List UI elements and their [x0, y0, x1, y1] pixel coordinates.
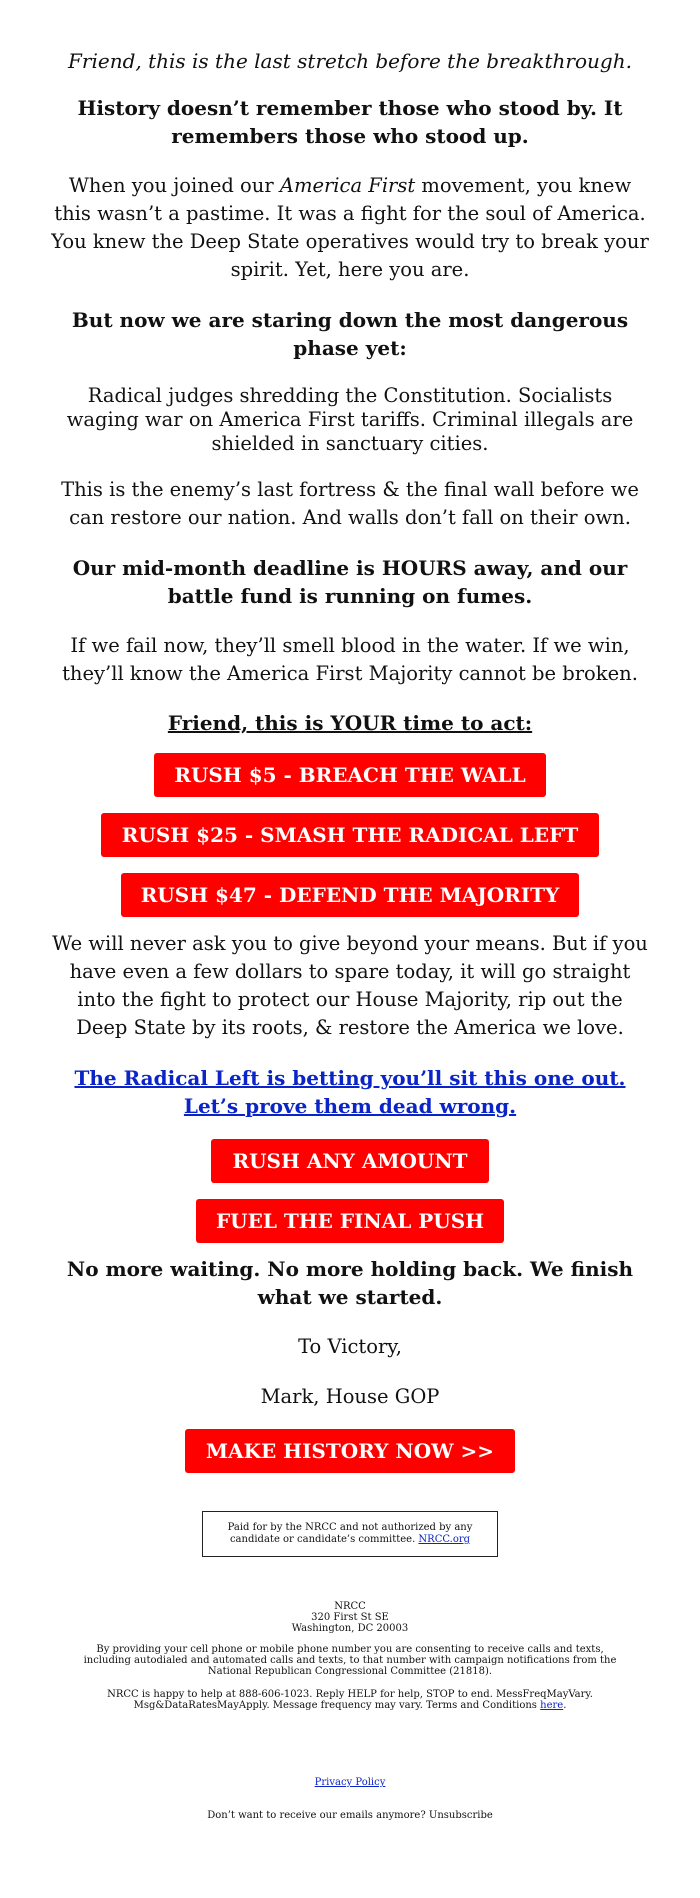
footer-help: NRCC is happy to help at 888-606-1023. Reply HELP for help, STOP to end. MessFreqMayVary. Msg&DataRatesMayApply. Message frequency may vary. Terms and Conditions here.	[107, 1689, 593, 1711]
rush-25-button[interactable]: RUSH $25 - SMASH THE RADICAL LEFT	[101, 813, 599, 857]
signature: Mark, House GOP	[260, 1385, 440, 1408]
footer	[50, 1601, 650, 1821]
rush-5-button[interactable]: RUSH $5 - BREACH THE WALL	[154, 753, 545, 797]
footer-consent: By providing your cell phone or mobile phone number you are consenting to receive calls and texts, including autodialed and automated calls and texts, to that number with campaign notifications from the National Republican Congressional Committee (21818).	[83, 1644, 617, 1677]
paragraph-fail-now: If we fail now, they’ll smell blood in the water. If we win, they’ll know the America First Majority cannot be broken.	[62, 634, 638, 685]
signoff: To Victory,	[298, 1335, 402, 1358]
privacy-policy-link[interactable]: Privacy Policy	[314, 1777, 386, 1788]
rush-any-amount-button[interactable]: RUSH ANY AMOUNT	[211, 1139, 488, 1183]
footer-city: Washington, DC 20003	[291, 1623, 409, 1634]
paragraph-joined: When you joined our America First movement, you knew this wasn’t a pastime. It was a fight for the soul of America. You knew the Deep State operatives would try to break your spirit. Yet, here you are.	[51, 174, 649, 281]
unsubscribe-line[interactable]: Don’t want to receive our emails anymore? Unsubscribe	[207, 1810, 493, 1821]
paragraph-means: We will never ask you to give beyond your means. But if you have even a few dollars to spare today, it will go straight into the fight to protect our House Majority, rip out the Deep State by its roots, & restore the America we love.	[52, 932, 648, 1039]
paragraph-last-fortress: This is the enemy’s last fortress & the final wall before we can restore our nation. And walls don’t fall on their own.	[61, 478, 639, 529]
rush-47-button[interactable]: RUSH $47 - DEFEND THE MAJORITY	[121, 873, 580, 917]
terms-link[interactable]: here	[540, 1700, 564, 1711]
headline-finish: No more waiting. No more holding back. We finish what we started.	[66, 1257, 634, 1309]
intro-line: Friend, this is the last stretch before the breakthrough.	[68, 49, 632, 73]
america-first-emphasis: America First	[279, 174, 416, 197]
email-body	[50, 0, 650, 1821]
paid-for-disclaimer: Paid for by the NRCC and not authorized by any candidate or candidate’s committee. NRCC.org	[202, 1511, 498, 1557]
make-history-button[interactable]: MAKE HISTORY NOW >>	[185, 1429, 515, 1473]
radical-left-link[interactable]: The Radical Left is betting you’ll sit this one out. Let’s prove them dead wrong.	[74, 1066, 626, 1118]
headline-deadline: Our mid-month deadline is HOURS away, and our battle fund is running on fumes.	[72, 556, 628, 608]
footer-street: 320 First St SE	[311, 1612, 389, 1623]
cta-title: Friend, this is YOUR time to act:	[167, 711, 533, 735]
footer-org: NRCC	[334, 1601, 366, 1612]
fuel-final-push-button[interactable]: FUEL THE FINAL PUSH	[196, 1199, 504, 1243]
headline-dangerous-phase: But now we are staring down the most dangerous phase yet:	[71, 308, 629, 360]
paragraph-radical-judges: Radical judges shredding the Constitution. Socialists waging war on America First tariffs. Criminal illegals are shielded in sanctuary cities.	[66, 384, 634, 455]
nrcc-org-link[interactable]: NRCC.org	[418, 1534, 471, 1545]
headline-history: History doesn’t remember those who stood by. It remembers those who stood up.	[77, 96, 623, 148]
